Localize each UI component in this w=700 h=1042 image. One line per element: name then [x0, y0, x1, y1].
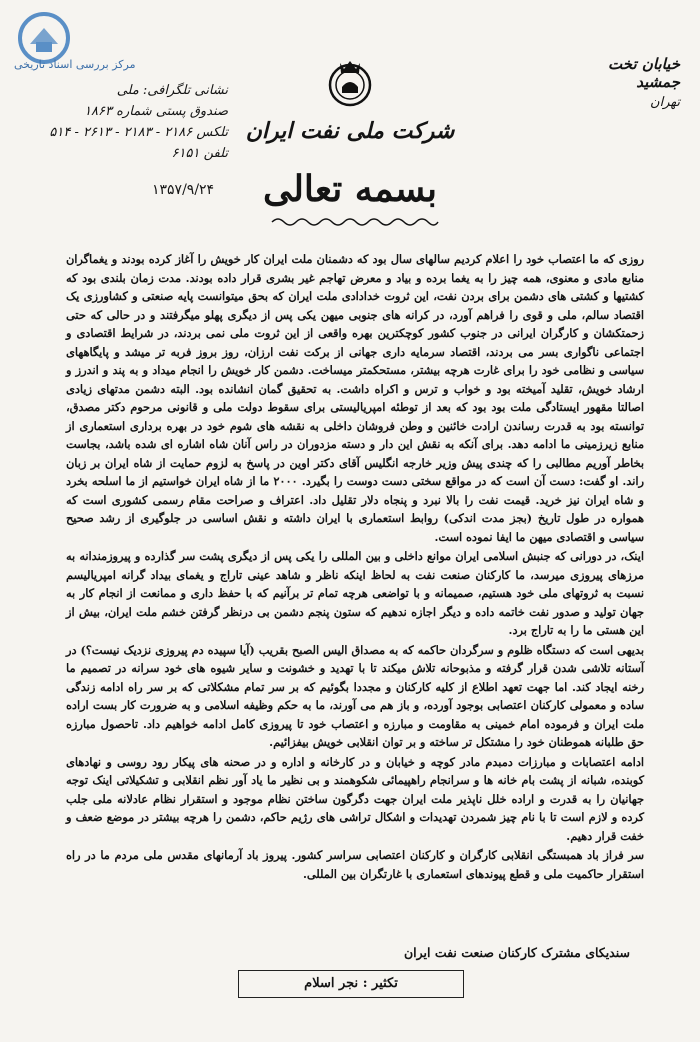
company-name: شرکت ملی نفت ایران	[245, 118, 455, 144]
city: تهران	[650, 95, 680, 110]
signature: سندیکای مشترک کارکنان صنعت نفت ایران	[403, 945, 630, 960]
heading-underline	[270, 215, 440, 229]
letter-date: ۱۳۵۷/۹/۲۴	[152, 182, 215, 198]
paragraph: روزی که ما اعتصاب خود را اعلام کردیم سالهای سال بود که دشمنان ملت ایران کار خویش را آغاز کرده بودند و یغماگران منابع مادی و معنوی، همه چیز را به یغما برده و بیاد و معرض تهاجم غیر بشری قرار داده بودند. مدت زمان بلندی بود که کشتیها و کشتی های دشمن برای بردن نفت، این ثروت خدادادی ملت ایران که بحق میتوانست پایه صنعتی و کشاورزی یک اقتصاد سالم، ملی و قوی را فراهم آورد، در کرانه های جنوبی میهن یکی پس از دیگری پهلو میگرفتند و در حالی که حتی زحمتکشان و کارگران ایرانی در جنوب کشور کوچکترین بهره واقعی از این ثروت ملی نمی بردند، در شرایط اقتصادی و اجتماعی ناگواری بسر می بردند، اقتصاد سرمایه داری جهانی از برکت نفت ارزان، روز بروز فربه تر میشد و پایگاههای سیاسی و نظامی خود را برای غارت هرچه بیشتر، مستحکمتر میساخت. دشمن کار خویش را انجام میداد و به پند و اندرز و ارشاد خویش، تقلید آمیخته بود و خواب و ترس و اکراه داشت. به تحقیق گمان انشانده بود. البته دشمن مدتهای زیادی اصالتا مقهور ایستادگی ملت بود بود که بعد از توطئه امپریالیستی برای سقوط دولت ملی و قانونی مرحوم دکتر مصدق، توانسته بود به قدرت رساندن ارادت خائنین و وطن فروشان داخلی به نقشه های شوم خود در بهره برداری استعماری از منابع زیرزمینی ما ادامه دهد. برای آنکه به نقش این دار و دسته مزدوران در راس آنان شاه اشاره ای شده باشد، بجاست بخاطر آوریم مطالبی را که چندی پیش وزیر خارجه انگلیس آقای دکتر اوین در پاسخ به لزوم حمایت از شاه ایران بر زبان راند. او گفت: دست آن است که در مواقع سختی دست دوست را بگیرد. ۲۰۰۰ ما از شاه ایران خواستیم از ما اسلحه بخرد و شاه ایران نیز خرید. قیمت نفت را بالا نبرد و پنجاه دلار تقلیل داد. اعتراف و صراحت مقام رسمی کشوری است که همواره در طول تاریخ (بجز مدت اندکی) روابط استعماری با ایران داشته و نقش اساسی در جلوگیری از رشد صحیح سیاسی و اقتصادی میهن ما ایفا نموده است.	[66, 252, 644, 544]
letter-body	[66, 250, 644, 884]
lion-and-sun-emblem-icon	[322, 55, 378, 111]
address-header	[560, 55, 680, 110]
street-address: خیابان تخت جمشید	[608, 55, 680, 91]
copy-stamp: تکثیر : نجر اسلام	[238, 970, 464, 998]
paragraph: ادامه اعتصابات و مبارزات دمبدم مادر کوچه و خیابان و در کارخانه و اداره و در صحنه های پیکار رود روسی و نهادهای کوبنده، شبانه از پشت بام خانه ها و سرانجام راهپیمائی شکوهمند و بی نظیر ما یاد آور نظم انقلابی و تشکیلاتی اینک توجه جهانیان را به قدرت و اراده خلل ناپذیر ملت ایران جهت دگرگون ساختن نظام موجود و استقرار نظام عادلانه ملی جلب کرده و لازم است تا با نام چیز شمردن تهدیدات و اشکال تراشی های رژیم حاکم، دشمن را هرچه بیشتر در موضع ضعف و خفت قرار دهیم.	[66, 754, 644, 843]
po-box: صندوق پستی شماره ۱۸۶۳	[84, 104, 228, 119]
paragraph: بدیهی است که دستگاه ظلوم و سرگردان حاکمه که به مصداق الیس الصبح بقریب (آیا سپیده دم پیروزی نزدیک نیست؟) در آستانه تلاشی شدن قرار گرفته و مذبوحانه تلاش میکند تا با تهدید و خشونت و سایر شیوه های خود سرانه در تصمیم ما رخنه ایجاد کند. اما جهت تعهد اطلاع از کلیه کارکنان و مجددا بگوئیم که بر سر تمام مشکلاتی که بر سر راه ادامه زندگی ساده و معمولی کارکنان اعتصابی بوجود آورده، و باز هم می آورند، ما به حکم وظیفه اسلامی و به ضرورت کار بست اراده ملت ایران و فرموده امام خمینی به مقاومت و مبارزه و اعتصاب خود تا پیروزی کامل ادامه خواهیم داد. تاحصول مبارزه حق طلبانه هموطنان خود را مشتکل تر ساخته و بر توان انقلابی خویش بیفزائیم.	[66, 642, 644, 749]
telegraph-address: نشانی تلگرافی: ملی	[116, 83, 228, 98]
telex-numbers: تلکس ۲۱۸۶ - ۲۱۸۳ - ۲۶۱۳ - ۵۱۴	[49, 125, 228, 140]
watermark-text: مرکز بررسی اسناد تاریخی	[14, 58, 136, 71]
paragraph: سر فراز باد همبستگی انقلابی کارگران و کارکنان اعتصابی سراسر کشور. پیروز باد آرمانهای مقدس ملی مردم ما در راه استقرار حاکمیت ملی و قطع پیوندهای استعماری با غارتگران بین المللی.	[66, 848, 644, 881]
phone-number: تلفن ۶۱۵۱	[171, 146, 228, 161]
bismillah-heading: بسمه تعالی	[262, 168, 438, 210]
paragraph: اینک، در دورانی که جنبش اسلامی ایران موانع داخلی و بین المللی را یکی پس از دیگری پشت سر گذارده و پیروزمندانه به مرزهای پیروزی میرسد، ما کارکنان صنعت نفت به لحاظ اینکه ناظر و شاهد عینی تاراج و یغمای بیداد گرانه امپریالیسم نسبت به ثروتهای ملی خود هستیم، صمیمانه و با تواضعی هرچه تمام تر برآنیم که با حفظ داری و ممانعت از انجام کار به جهان تولید و صدور نفت خاتمه داده و دیگر اجازه ندهیم که ستون پنجم دشمن بی درنظر گرفتن خشم ملت ایران، بیش از این هستی ما را به تاراج برد.	[66, 549, 644, 637]
